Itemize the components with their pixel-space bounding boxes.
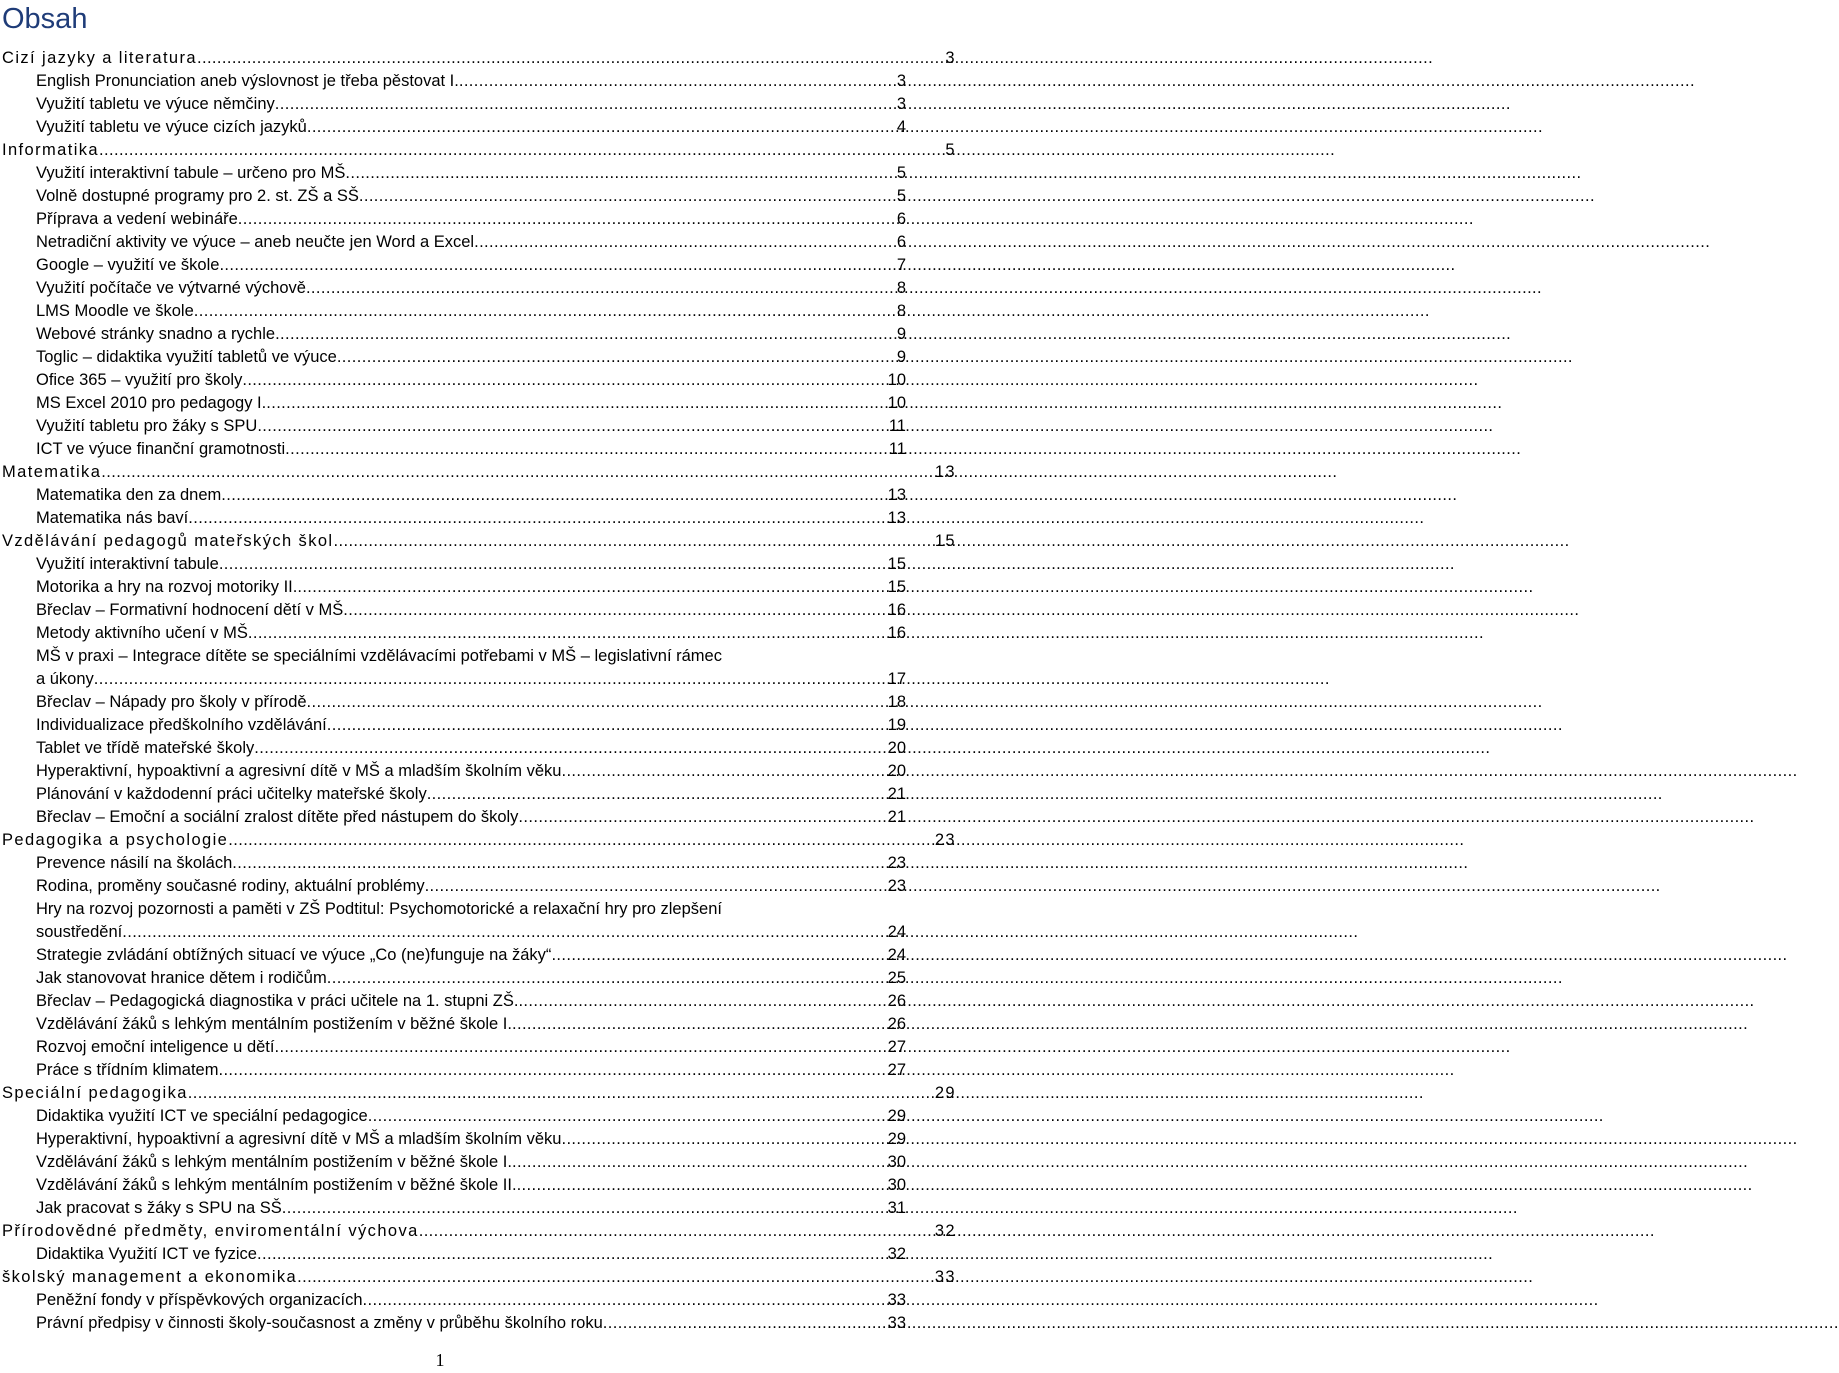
toc-page-number: 25	[887, 969, 906, 987]
toc-page-number: 27	[887, 1061, 906, 1079]
toc-page-number: 13	[887, 509, 906, 527]
toc-entry-title: Jak pracovat s žáky s SPU na SŠ	[36, 1199, 282, 1217]
toc-page-number: 4	[896, 118, 906, 136]
toc-page-number: 33	[887, 1314, 906, 1332]
toc-page-number: 7	[896, 256, 906, 274]
toc-page-number: 9	[896, 348, 906, 366]
toc-subentry[interactable]	[36, 737, 942, 760]
toc-entry-title: Právní předpisy v činnosti školy-současnost a změny v průběhu školního roku	[36, 1314, 603, 1332]
toc-page-number: 21	[887, 785, 906, 803]
dot-leader	[257, 1243, 887, 1266]
dot-leader	[517, 1174, 887, 1197]
toc-entry-title: Didaktika využití ICT ve speciální pedagogice	[36, 1107, 368, 1125]
dot-leader	[561, 1128, 886, 1151]
toc-page-number: 20	[887, 739, 906, 757]
dot-leader	[297, 576, 886, 599]
toc-subentry[interactable]	[36, 553, 942, 576]
toc-entry-title: Ofice 365 – využití pro školy	[36, 371, 243, 389]
toc-page-number: 33	[887, 1291, 906, 1309]
toc-entry-title: soustředění	[36, 923, 123, 941]
toc-entry-title: Matematika nás baví	[36, 509, 189, 527]
toc-subentry[interactable]	[36, 1105, 942, 1128]
dot-leader	[425, 875, 887, 898]
toc-subentry[interactable]	[36, 875, 942, 898]
toc-page-number: 15	[887, 578, 906, 596]
toc-subentry[interactable]	[36, 806, 942, 829]
toc-page-number: 5	[945, 141, 956, 159]
toc-entry-title: Pedagogika a psychologie	[2, 831, 229, 849]
toc-page-number: 9	[896, 325, 906, 343]
toc-entry-title: Vzdělávání žáků s lehkým mentálním postižením v běžné škole I.	[36, 1153, 512, 1171]
toc-page-number: 33	[934, 1268, 956, 1286]
toc-entry-title: Motorika a hry na rozvoj motoriky II.	[36, 578, 298, 596]
toc-page-number: 5	[896, 164, 906, 182]
toc-page-number: 10	[887, 371, 906, 389]
dot-leader	[248, 622, 887, 645]
toc-entry-title: Netradiční aktivity ve výuce – aneb neučte jen Word a Excel	[36, 233, 475, 251]
toc-subentry[interactable]	[36, 392, 942, 415]
toc-subentry[interactable]	[36, 944, 942, 967]
dot-leader	[242, 369, 886, 392]
toc-entry-title: Břeclav – Pedagogická diagnostika v práci učitele na 1. stupni ZŠ.	[36, 992, 519, 1010]
toc-page-number: 32	[887, 1245, 906, 1263]
toc-page-number: 23	[934, 831, 956, 849]
toc-subentry[interactable]	[36, 599, 942, 622]
toc-entry-title: Informatika	[2, 141, 100, 159]
toc-entry-title: Google – využití ve škole	[36, 256, 220, 274]
toc-page-number: 24	[887, 923, 906, 941]
toc-page-number: 16	[887, 601, 906, 619]
toc-entry-title: Vzdělávání pedagogů mateřských škol	[2, 532, 334, 550]
dot-leader	[512, 1013, 887, 1036]
toc-entry-title: Matematika den za dnem	[36, 486, 222, 504]
dot-leader	[363, 1289, 887, 1312]
toc-entry-first-line: Hry na rozvoj pozornosti a paměti v ZŠ Podtitul: Psychomotorické a relaxační hry pro zlepšení	[36, 900, 722, 918]
toc-entry-title: Břeclav – Emoční a sociální zralost dítěte před nástupem do školy	[36, 808, 519, 826]
dot-leader	[334, 530, 934, 553]
toc-page-number: 15	[934, 532, 956, 550]
toc-section-entry[interactable]	[2, 461, 956, 484]
dot-leader	[221, 484, 886, 507]
dot-leader	[188, 507, 886, 530]
toc-subentry[interactable]	[36, 507, 942, 530]
toc-entry-title: Hyperaktivní, hypoaktivní a agresivní dítě v MŠ a mladším školním věku	[36, 762, 562, 780]
toc-entry-title: Rozvoj emoční inteligence u dětí	[36, 1038, 275, 1056]
toc-entry-title: a úkony	[36, 670, 94, 688]
toc-subentry[interactable]	[36, 162, 942, 185]
dot-leader	[188, 1082, 934, 1105]
toc-page-number: 3	[896, 72, 906, 90]
toc-subentry[interactable]	[36, 254, 942, 277]
dot-leader	[368, 1105, 887, 1128]
toc-entry-title: MS Excel 2010 pro pedagogy I.	[36, 394, 267, 412]
toc-entry-title: Speciální pedagogika	[2, 1084, 188, 1102]
dot-leader	[327, 714, 887, 737]
toc-entry-title: Vzdělávání žáků s lehkým mentálním postižením v běžné škole II.	[36, 1176, 517, 1194]
toc-entry-title: Využití počítače ve výtvarné výchově	[36, 279, 306, 297]
toc-entry-title: Využití interaktivní tabule	[36, 555, 219, 573]
dot-leader	[232, 852, 886, 875]
toc-page-number: 29	[887, 1130, 906, 1148]
toc-subentry[interactable]	[36, 323, 942, 346]
dot-leader	[603, 1312, 887, 1335]
toc-subentry[interactable]	[36, 760, 942, 783]
dot-leader	[561, 760, 886, 783]
toc-entry-title: Didaktika Využití ICT ve fyzice	[36, 1245, 257, 1263]
toc-page-number: 6	[896, 233, 906, 251]
toc-subentry[interactable]	[36, 1059, 942, 1082]
toc-page-number: 20	[887, 762, 906, 780]
toc-page-number: 5	[896, 187, 906, 205]
toc-subentry[interactable]	[36, 93, 942, 116]
dot-leader	[99, 139, 944, 162]
toc-subentry[interactable]	[36, 691, 942, 714]
toc-page-number: 8	[896, 302, 906, 320]
toc-page-number: 11	[888, 440, 906, 458]
toc-entry-title: Využití interaktivní tabule – určeno pro MŠ	[36, 164, 346, 182]
toc-subentry[interactable]	[36, 1013, 942, 1036]
toc-entry-title: Hyperaktivní, hypoaktivní a agresivní dítě v MŠ a mladším školním věku	[36, 1130, 562, 1148]
toc-page-number: 19	[887, 716, 906, 734]
toc-page-number: 26	[887, 1015, 906, 1033]
toc-entry-title: Volně dostupné programy pro 2. st. ZŠ a SŠ	[36, 187, 359, 205]
toc-entry-title: Plánování v každodenní práci učitelky mateřské školy	[36, 785, 427, 803]
toc-subentry[interactable]	[36, 714, 942, 737]
toc-section-entry[interactable]	[2, 47, 956, 70]
toc-section-entry[interactable]	[2, 829, 956, 852]
toc-entry-title: Webové stránky snadno a rychle	[36, 325, 276, 343]
toc-section-entry[interactable]	[2, 1266, 956, 1289]
toc-entry-title: Metody aktivního učení v MŠ	[36, 624, 248, 642]
dot-leader	[122, 921, 886, 944]
toc-entry-title: Strategie zvládání obtížných situací ve výuce „Co (ne)funguje na žáky“	[36, 946, 552, 964]
toc-subentry[interactable]	[36, 369, 942, 392]
toc-entry-title: English Pronunciation aneb výslovnost je třeba pěstovat I.	[36, 72, 459, 90]
toc-page-number: 13	[934, 463, 956, 481]
toc-page-number: 30	[887, 1176, 906, 1194]
toc-page-number: 13	[887, 486, 906, 504]
toc-page-number: 18	[887, 693, 906, 711]
toc-subentry[interactable]	[36, 1036, 942, 1059]
dot-leader	[228, 829, 934, 852]
toc-page-number: 30	[887, 1153, 906, 1171]
toc-section-entry[interactable]	[2, 530, 956, 553]
dot-leader	[266, 392, 886, 415]
dot-leader	[518, 806, 886, 829]
dot-leader	[327, 967, 887, 990]
toc-subentry[interactable]	[36, 116, 942, 139]
dot-leader	[512, 1151, 887, 1174]
dot-leader	[101, 461, 934, 484]
dot-leader	[297, 1266, 934, 1289]
dot-leader	[427, 783, 887, 806]
toc-entry-title: Cizí jazyky a literatura	[2, 49, 197, 67]
toc-subentry[interactable]	[36, 1151, 942, 1174]
dot-leader	[307, 691, 887, 714]
toc-page-number: 32	[934, 1222, 956, 1240]
toc-subentry[interactable]	[36, 990, 942, 1013]
toc-subentry[interactable]	[36, 576, 942, 599]
toc-subentry[interactable]	[36, 484, 942, 507]
toc-entry-title: Rodina, proměny současné rodiny, aktuální problémy	[36, 877, 425, 895]
toc-entry-title: Matematika	[2, 463, 102, 481]
dot-leader	[307, 116, 896, 139]
toc-page-number: 8	[896, 279, 906, 297]
toc-entry-title: Využití tabletu ve výuce cizích jazyků	[36, 118, 307, 136]
toc-entry-title: Individualizace předškolního vzdělávání	[36, 716, 327, 734]
toc-entry-title: Toglic – didaktika využití tabletů ve výuce	[36, 348, 337, 366]
dot-leader	[459, 70, 896, 93]
dot-leader	[275, 323, 896, 346]
toc-page-number: 23	[887, 877, 906, 895]
toc-subentry[interactable]	[36, 1128, 942, 1151]
toc-subentry[interactable]	[36, 231, 942, 254]
toc-entry-title: Břeclav – Nápady pro školy v přírodě	[36, 693, 307, 711]
toc-subentry[interactable]	[36, 1243, 942, 1266]
dot-leader	[518, 990, 886, 1013]
toc-entry-title: Přírodovědné předměty, enviromentální výchova	[2, 1222, 419, 1240]
toc-entry-title: Využití tabletu ve výuce němčiny	[36, 95, 275, 113]
toc-entry-title: Prevence násilí na školách	[36, 854, 233, 872]
toc-entry-title: Příprava a vedení webináře	[36, 210, 238, 228]
toc-entry-title: Tablet ve třídě mateřské školy	[36, 739, 255, 757]
dot-leader	[94, 668, 887, 691]
toc-entry-title: Jak stanovovat hranice dětem i rodičům	[36, 969, 327, 987]
toc-page-number: 15	[887, 555, 906, 573]
toc-subentry[interactable]	[36, 1197, 942, 1220]
toc-entry-title: LMS Moodle ve škole	[36, 302, 194, 320]
toc-subentry[interactable]	[36, 1289, 942, 1312]
toc-entry-title: Vzdělávání žáků s lehkým mentálním postižením v běžné škole I.	[36, 1015, 512, 1033]
dot-leader	[257, 415, 888, 438]
toc-page-number: 24	[887, 946, 906, 964]
toc-subentry[interactable]	[36, 300, 942, 323]
toc-subentry[interactable]	[36, 185, 942, 208]
dot-leader	[345, 162, 895, 185]
dot-leader	[197, 47, 944, 70]
dot-leader	[337, 346, 896, 369]
toc-entry-title: Práce s třídním klimatem	[36, 1061, 219, 1079]
dot-leader	[219, 254, 895, 277]
toc-page-number: 29	[887, 1107, 906, 1125]
toc-subentry[interactable]	[36, 70, 942, 93]
toc-page-number: 26	[887, 992, 906, 1010]
toc-section-entry[interactable]	[2, 1220, 956, 1243]
dot-leader	[194, 300, 896, 323]
toc-subentry[interactable]	[36, 1312, 942, 1335]
toc-page-number: 3	[896, 95, 906, 113]
dot-leader	[306, 277, 896, 300]
dot-leader	[282, 1197, 887, 1220]
toc-subentry[interactable]	[36, 921, 942, 944]
toc-subentry[interactable]	[36, 668, 942, 691]
toc-page-number: 10	[887, 394, 906, 412]
dot-leader	[285, 438, 888, 461]
dot-leader	[218, 1059, 886, 1082]
toc-subentry[interactable]	[36, 415, 942, 438]
toc-page-number: 27	[887, 1038, 906, 1056]
toc-subentry[interactable]	[36, 438, 942, 461]
toc-entry-title: ICT ve výuce finanční gramotnosti	[36, 440, 286, 458]
page-title: Obsah	[2, 3, 88, 35]
toc-subentry[interactable]	[36, 783, 942, 806]
toc-subentry[interactable]	[36, 208, 942, 231]
table-of-contents	[0, 47, 960, 1335]
toc-section-entry[interactable]	[2, 1082, 956, 1105]
toc-entry-title: Břeclav – Formativní hodnocení dětí v MŠ	[36, 601, 344, 619]
toc-subentry[interactable]	[36, 277, 942, 300]
toc-page-number: 3	[945, 49, 956, 67]
toc-page-number: 31	[887, 1199, 906, 1217]
toc-entry-title: Peněžní fondy v příspěvkových organizacích	[36, 1291, 363, 1309]
dot-leader	[275, 93, 896, 116]
dot-leader	[219, 553, 887, 576]
dot-leader	[238, 208, 896, 231]
page-number: 1	[435, 1350, 445, 1370]
toc-subentry[interactable]	[36, 1174, 942, 1197]
toc-page-number: 21	[887, 808, 906, 826]
dot-leader	[254, 737, 886, 760]
dot-leader	[419, 1220, 934, 1243]
toc-subentry[interactable]	[36, 622, 942, 645]
toc-subentry[interactable]	[36, 346, 942, 369]
toc-page-number: 29	[934, 1084, 956, 1102]
toc-entry-title: školský management a ekonomika	[2, 1268, 298, 1286]
dot-leader	[359, 185, 896, 208]
toc-page-number: 23	[887, 854, 906, 872]
toc-subentry[interactable]	[36, 852, 942, 875]
dot-leader	[551, 944, 886, 967]
toc-entry-title: Využití tabletu pro žáky s SPU	[36, 417, 258, 435]
toc-section-entry[interactable]	[2, 139, 956, 162]
toc-page-number: 6	[896, 210, 906, 228]
toc-page-number: 11	[888, 417, 906, 435]
toc-page-number: 16	[887, 624, 906, 642]
dot-leader	[474, 231, 896, 254]
dot-leader	[274, 1036, 886, 1059]
toc-page-number: 17	[887, 670, 906, 688]
toc-subentry[interactable]	[36, 967, 942, 990]
toc-entry-first-line: MŠ v praxi – Integrace dítěte se speciálními vzdělávacími potřebami v MŠ – legislativní rámec	[36, 647, 722, 665]
dot-leader	[343, 599, 886, 622]
